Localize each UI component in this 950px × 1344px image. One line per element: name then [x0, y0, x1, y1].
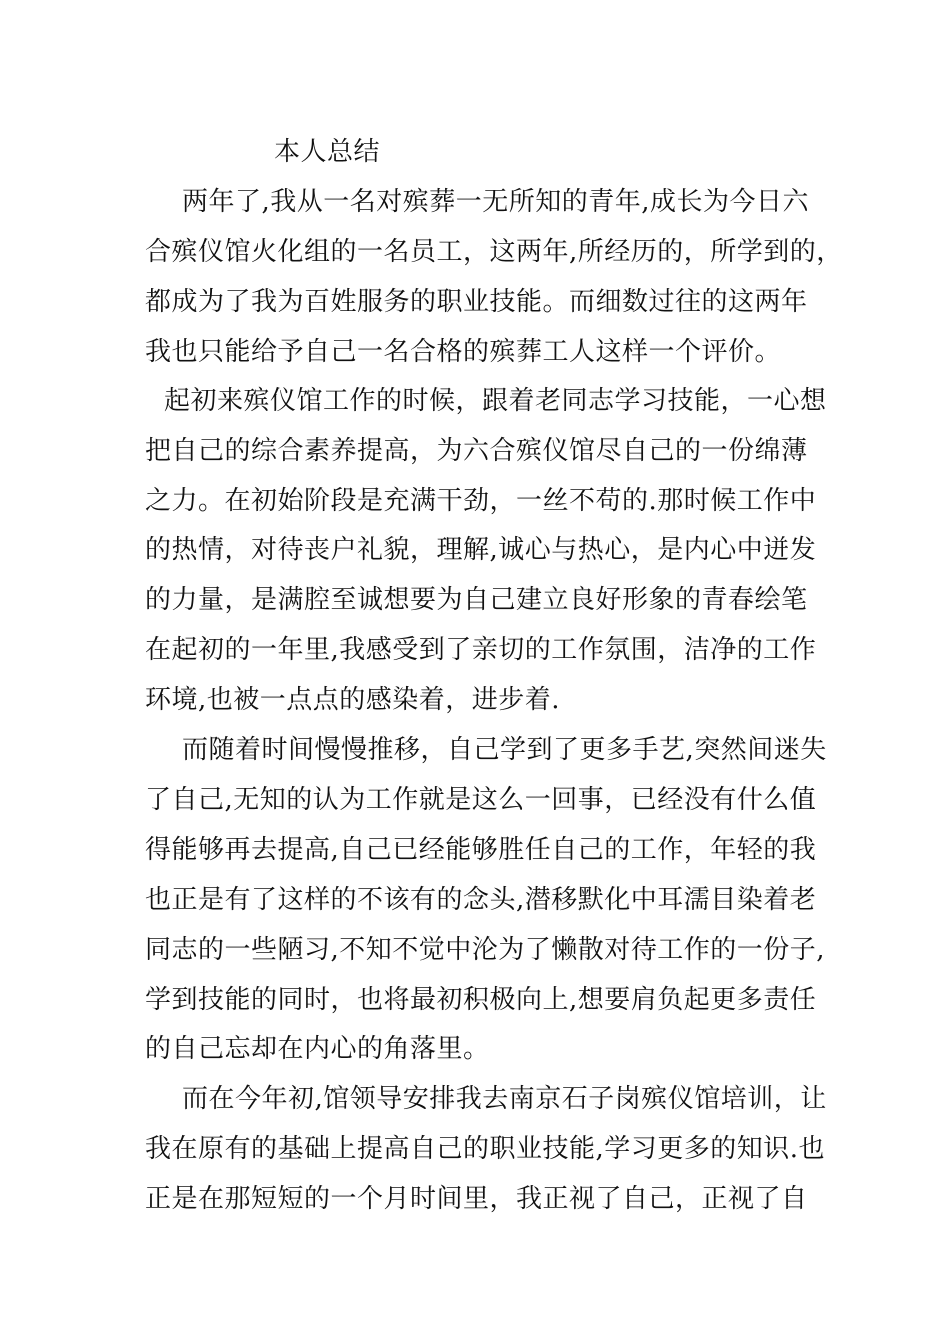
text-line: 的热情，对待丧户礼貌，理解,诚心与热心，是内心中迸发	[145, 535, 817, 565]
text-line: 也正是有了这样的不该有的念头,潜移默化中耳濡目染着老	[145, 885, 817, 915]
text-line: 环境,也被一点点的感染着，进步着.	[145, 685, 561, 715]
text-line: 学到技能的同时，也将最初积极向上,想要肩负起更多责任	[145, 985, 817, 1015]
text-line: 合殡仪馆火化组的一名员工，这两年,所经历的，所学到的，	[145, 237, 843, 267]
text-line: 我也只能给予自己一名合格的殡葬工人这样一个评价。	[145, 337, 782, 367]
text-line: 我在原有的基础上提高自己的职业技能,学习更多的知识.也	[145, 1134, 826, 1164]
text-line: 的力量，是满腔至诚想要为自己建立良好形象的青春绘笔	[145, 585, 808, 615]
text-line: 的自己忘却在内心的角落里。	[145, 1034, 490, 1064]
text-line: 而在今年初,馆领导安排我去南京石子岗殡仪馆培训，让	[182, 1084, 827, 1114]
document-title: 本人总结	[274, 137, 381, 167]
text-line: 得能够再去提高,自己已经能够胜任自己的工作，年轻的我	[145, 835, 817, 865]
text-line: 把自己的综合素养提高，为六合殡仪馆尽自己的一份绵薄	[145, 436, 808, 466]
text-line: 起初来殡仪馆工作的时候，跟着老同志学习技能，一心想	[164, 386, 827, 416]
text-line: 两年了,我从一名对殡葬一无所知的青年,成长为今日六	[182, 187, 810, 217]
text-line: 在起初的一年里,我感受到了亲切的工作氛围，洁净的工作	[145, 635, 817, 665]
text-line: 而随着时间慢慢推移，自己学到了更多手艺,突然间迷失	[182, 735, 827, 765]
text-line: 同志的一些陋习,不知不觉中沦为了懒散对待工作的一份子,	[145, 935, 826, 965]
text-line: 之力。在初始阶段是充满干劲，一丝不苟的.那时候工作中	[145, 486, 817, 516]
text-line: 了自己,无知的认为工作就是这么一回事，已经没有什么值	[145, 785, 817, 815]
text-line: 正是在那短短的一个月时间里，我正视了自己，正视了自	[145, 1184, 808, 1214]
text-line: 都成为了我为百姓服务的职业技能。而细数过往的这两年	[145, 287, 808, 317]
